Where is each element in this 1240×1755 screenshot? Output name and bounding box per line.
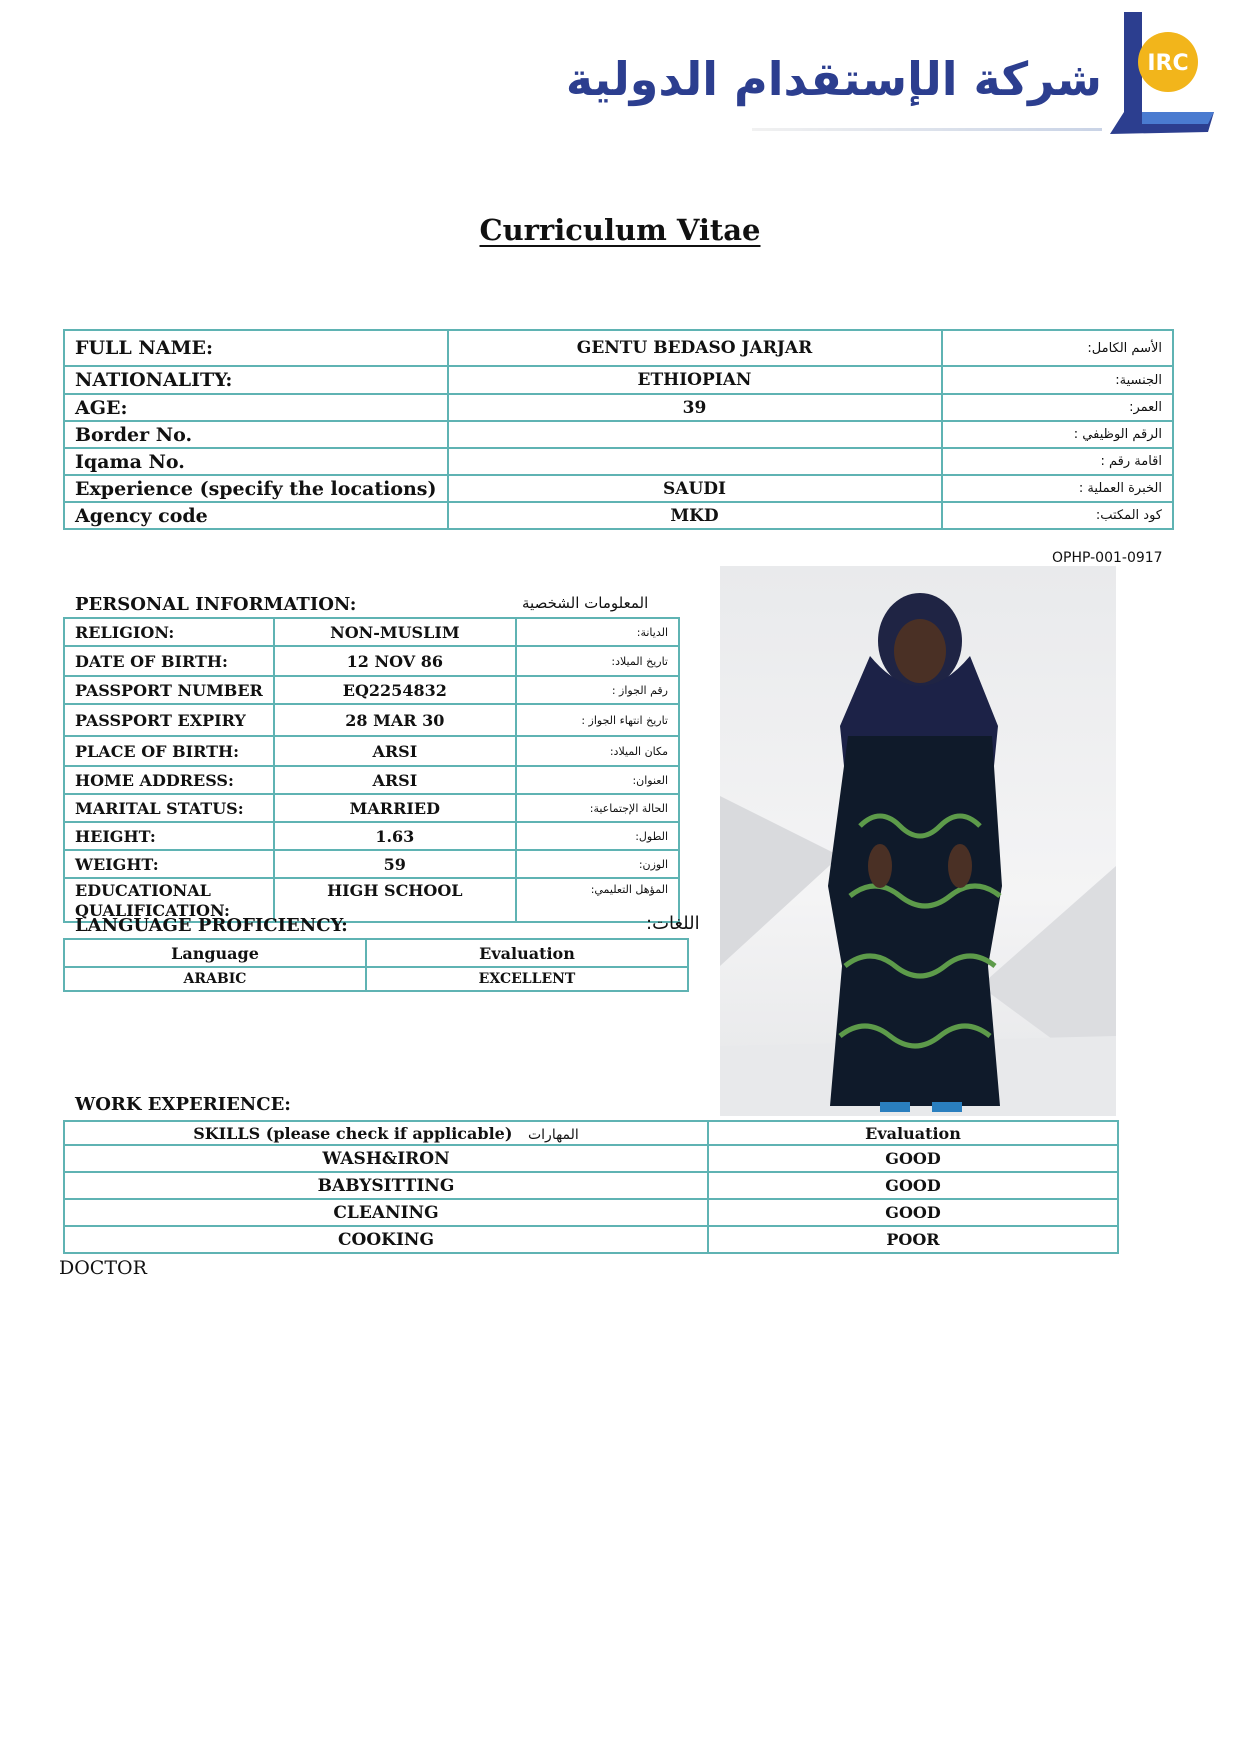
value-nationality: ETHIOPIAN: [448, 366, 942, 394]
table-row: [64, 850, 679, 878]
col-skills-label: SKILLS (please check if applicable): [193, 1123, 513, 1143]
personal-info-heading-arabic: المعلومات الشخصية: [522, 594, 649, 612]
label-religion: RELIGION:: [64, 618, 274, 646]
skill-evaluation: GOOD: [708, 1172, 1118, 1199]
table-header-row: [64, 939, 688, 967]
arabic-passport-expiry: تاريخ انتهاء الجواز :: [516, 704, 679, 736]
label-educational-qualification: EDUCATIONAL QUALIFICATION:: [64, 878, 274, 922]
table-row: [64, 618, 679, 646]
table-row: [64, 1145, 1118, 1172]
language-heading: LANGUAGE PROFICIENCY:: [75, 915, 348, 936]
arabic-religion: الديانة:: [516, 618, 679, 646]
table-row: [64, 502, 1173, 529]
skills-table: [63, 1120, 1119, 1254]
value-full-name: GENTU BEDASO JARJAR: [448, 330, 942, 366]
value-iqama-no: [448, 448, 942, 475]
skill-name: COOKING: [64, 1226, 708, 1253]
label-passport-expiry: PASSPORT EXPIRY: [64, 704, 274, 736]
label-height: HEIGHT:: [64, 822, 274, 850]
value-border-no: [448, 421, 942, 448]
arabic-iqama-no: اقامة رقم :: [942, 448, 1174, 475]
col-language: Language: [64, 939, 366, 967]
table-row: [64, 1226, 1118, 1253]
table-row: [64, 676, 679, 704]
personal-info-heading: PERSONAL INFORMATION:: [75, 594, 357, 615]
label-age: AGE:: [64, 394, 448, 421]
language-heading-arabic: اللغات:: [646, 913, 700, 934]
value-passport-number: EQ2254832: [274, 676, 516, 704]
arabic-experience: الخبرة العملية :: [942, 475, 1174, 502]
arabic-educational-qualification: المؤهل التعليمي:: [516, 878, 679, 922]
footer-note: DOCTOR: [59, 1257, 147, 1279]
label-nationality: NATIONALITY:: [64, 366, 448, 394]
reference-code: OPHP-001-0917: [1052, 550, 1163, 566]
table-row: [64, 475, 1173, 502]
arabic-age: العمر:: [942, 394, 1174, 421]
skill-name: WASH&IRON: [64, 1145, 708, 1172]
arabic-agency-code: كود المكتب:: [942, 502, 1174, 529]
logo-initials: IRC: [1147, 51, 1189, 76]
value-age: 39: [448, 394, 942, 421]
table-row: [64, 822, 679, 850]
label-full-name: FULL NAME:: [64, 330, 448, 366]
table-header-row: [64, 1121, 1118, 1145]
label-weight: WEIGHT:: [64, 850, 274, 878]
label-iqama-no: Iqama No.: [64, 448, 448, 475]
skill-evaluation: GOOD: [708, 1199, 1118, 1226]
col-skills: [64, 1121, 708, 1145]
arabic-height: الطول:: [516, 822, 679, 850]
arabic-passport-number: رقم الجواز :: [516, 676, 679, 704]
table-row: [64, 448, 1173, 475]
table-row: [64, 421, 1173, 448]
value-home-address: ARSI: [274, 766, 516, 794]
logo-underline: [752, 128, 1102, 131]
table-row: [64, 330, 1173, 366]
logo-arabic-text: شركة الإستقدام الدولية: [565, 52, 1102, 106]
arabic-marital-status: الحالة الإجتماعية:: [516, 794, 679, 822]
value-height: 1.63: [274, 822, 516, 850]
table-row: [64, 1172, 1118, 1199]
label-home-address: HOME ADDRESS:: [64, 766, 274, 794]
table-row: [64, 736, 679, 766]
arabic-place-of-birth: مكان الميلاد:: [516, 736, 679, 766]
value-weight: 59: [274, 850, 516, 878]
value-agency-code: MKD: [448, 502, 942, 529]
table-row: [64, 967, 688, 991]
value-passport-expiry: 28 MAR 30: [274, 704, 516, 736]
arabic-full-name: الأسم الكامل:: [942, 330, 1174, 366]
arabic-date-of-birth: تاريخ الميلاد:: [516, 646, 679, 676]
company-logo: [565, 12, 1212, 134]
top-info-table: [63, 329, 1174, 530]
table-row: [64, 704, 679, 736]
language-evaluation: EXCELLENT: [366, 967, 688, 991]
logo-mark-icon: [1104, 12, 1214, 134]
arabic-nationality: الجنسية:: [942, 366, 1174, 394]
label-place-of-birth: PLACE OF BIRTH:: [64, 736, 274, 766]
arabic-border-no: الرقم الوظيفي :: [942, 421, 1174, 448]
col-evaluation: Evaluation: [366, 939, 688, 967]
arabic-home-address: العنوان:: [516, 766, 679, 794]
label-passport-number: PASSPORT NUMBER: [64, 676, 274, 704]
label-border-no: Border No.: [64, 421, 448, 448]
value-date-of-birth: 12 NOV 86: [274, 646, 516, 676]
value-educational-qualification: HIGH SCHOOL: [274, 878, 516, 922]
table-row: [64, 794, 679, 822]
arabic-weight: الوزن:: [516, 850, 679, 878]
language-name: ARABIC: [64, 967, 366, 991]
skill-name: BABYSITTING: [64, 1172, 708, 1199]
skill-evaluation: GOOD: [708, 1145, 1118, 1172]
language-table: [63, 938, 689, 992]
page-title: Curriculum Vitae: [479, 213, 761, 247]
value-marital-status: MARRIED: [274, 794, 516, 822]
personal-info-table: [63, 617, 680, 923]
table-row: [64, 766, 679, 794]
value-religion: NON-MUSLIM: [274, 618, 516, 646]
label-agency-code: Agency code: [64, 502, 448, 529]
candidate-portrait-icon: [720, 566, 1116, 1116]
value-place-of-birth: ARSI: [274, 736, 516, 766]
table-row: [64, 646, 679, 676]
table-row: [64, 1199, 1118, 1226]
skill-evaluation: POOR: [708, 1226, 1118, 1253]
work-experience-heading: WORK EXPERIENCE:: [75, 1094, 291, 1115]
table-row: [64, 394, 1173, 421]
table-row: [64, 366, 1173, 394]
value-experience: SAUDI: [448, 475, 942, 502]
candidate-photo: [720, 566, 1116, 1116]
label-experience: Experience (specify the locations): [64, 475, 448, 502]
skill-name: CLEANING: [64, 1199, 708, 1226]
col-skills-arabic: المهارات: [527, 1126, 579, 1143]
label-date-of-birth: DATE OF BIRTH:: [64, 646, 274, 676]
col-skill-evaluation: Evaluation: [708, 1121, 1118, 1145]
label-marital-status: MARITAL STATUS:: [64, 794, 274, 822]
